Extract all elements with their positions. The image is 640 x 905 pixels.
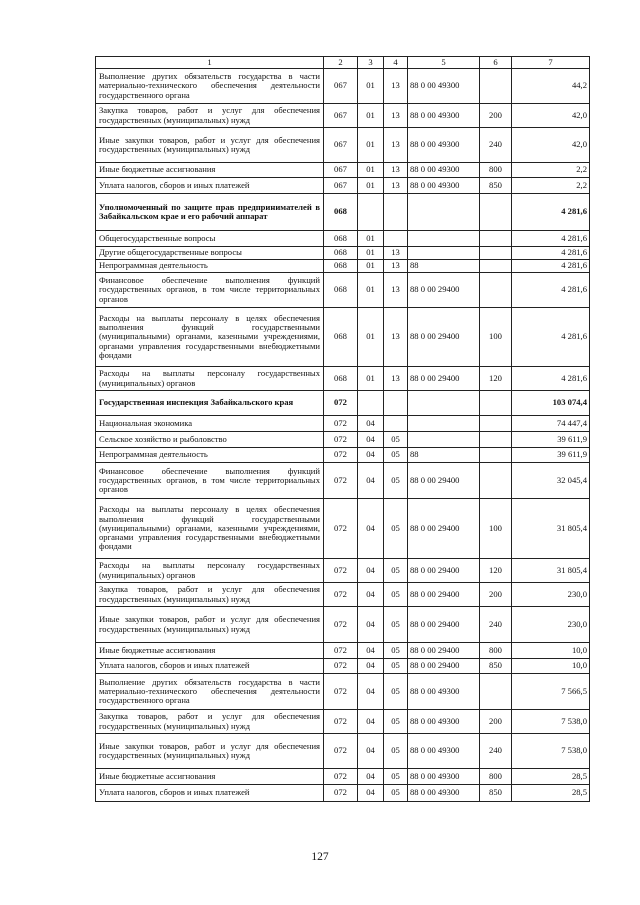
cell-gr: 072 — [324, 643, 358, 659]
cell-vr — [480, 69, 512, 104]
budget-table — [95, 56, 590, 802]
cell-csr: 88 0 00 29400 — [408, 463, 480, 499]
cell-rz: 01 — [358, 367, 384, 391]
cell-pr: 13 — [384, 367, 408, 391]
cell-vr — [480, 416, 512, 432]
cell-sum: 31 805,4 — [512, 559, 590, 583]
cell-sum: 44,2 — [512, 69, 590, 104]
cell-rz: 04 — [358, 583, 384, 607]
cell-csr: 88 0 00 29400 — [408, 367, 480, 391]
cell-pr: 13 — [384, 273, 408, 308]
cell-gr: 067 — [324, 178, 358, 194]
cell-vr — [480, 432, 512, 448]
cell-name: Иные бюджетные ассигнования — [96, 769, 324, 785]
cell-pr: 13 — [384, 163, 408, 178]
cell-gr: 072 — [324, 710, 358, 734]
cell-sum: 2,2 — [512, 178, 590, 194]
table-row — [96, 231, 590, 247]
cell-pr: 05 — [384, 674, 408, 710]
table-row — [96, 710, 590, 734]
cell-pr: 05 — [384, 785, 408, 802]
cell-gr: 072 — [324, 734, 358, 769]
table-row — [96, 391, 590, 416]
cell-gr: 068 — [324, 273, 358, 308]
cell-gr: 072 — [324, 659, 358, 674]
cell-csr: 88 0 00 29400 — [408, 659, 480, 674]
cell-csr: 88 0 00 49300 — [408, 674, 480, 710]
table-row — [96, 194, 590, 231]
cell-csr — [408, 194, 480, 231]
cell-name: Закупка товаров, работ и услуг для обеспечения государственных (муниципальных) нужд — [96, 710, 324, 734]
cell-rz: 04 — [358, 499, 384, 559]
cell-vr — [480, 448, 512, 463]
cell-sum: 2,2 — [512, 163, 590, 178]
cell-csr — [408, 247, 480, 260]
cell-pr: 13 — [384, 104, 408, 128]
cell-gr: 067 — [324, 69, 358, 104]
cell-gr: 072 — [324, 607, 358, 643]
cell-gr: 072 — [324, 559, 358, 583]
cell-pr: 13 — [384, 247, 408, 260]
header-col-3: 3 — [358, 57, 384, 69]
cell-gr: 068 — [324, 260, 358, 273]
cell-gr: 072 — [324, 416, 358, 432]
cell-vr: 200 — [480, 104, 512, 128]
table-row — [96, 432, 590, 448]
cell-csr: 88 — [408, 260, 480, 273]
cell-sum: 28,5 — [512, 785, 590, 802]
table-row — [96, 499, 590, 559]
cell-pr: 13 — [384, 178, 408, 194]
table-row — [96, 559, 590, 583]
cell-gr: 068 — [324, 194, 358, 231]
cell-rz: 04 — [358, 559, 384, 583]
cell-csr — [408, 231, 480, 247]
cell-sum: 4 281,6 — [512, 231, 590, 247]
cell-rz: 01 — [358, 104, 384, 128]
header-col-2: 2 — [324, 57, 358, 69]
cell-gr: 067 — [324, 128, 358, 163]
cell-csr — [408, 432, 480, 448]
cell-name: Иные бюджетные ассигнования — [96, 163, 324, 178]
cell-csr: 88 0 00 29400 — [408, 499, 480, 559]
cell-sum: 230,0 — [512, 583, 590, 607]
cell-rz: 01 — [358, 178, 384, 194]
cell-gr: 068 — [324, 308, 358, 367]
cell-csr: 88 0 00 29400 — [408, 643, 480, 659]
cell-gr: 072 — [324, 583, 358, 607]
cell-rz: 04 — [358, 710, 384, 734]
cell-rz: 01 — [358, 273, 384, 308]
cell-vr: 240 — [480, 734, 512, 769]
cell-rz — [358, 194, 384, 231]
cell-sum: 7 538,0 — [512, 710, 590, 734]
cell-name: Финансовое обеспечение выполнения функций государственных органов, в том числе территориальных органов — [96, 463, 324, 499]
cell-vr: 850 — [480, 659, 512, 674]
cell-sum: 103 074,4 — [512, 391, 590, 416]
table-row — [96, 734, 590, 769]
cell-vr — [480, 273, 512, 308]
cell-sum: 10,0 — [512, 659, 590, 674]
cell-csr: 88 0 00 49300 — [408, 710, 480, 734]
cell-name: Закупка товаров, работ и услуг для обеспечения государственных (муниципальных) нужд — [96, 583, 324, 607]
page-number: 127 — [311, 851, 329, 863]
cell-sum: 4 281,6 — [512, 273, 590, 308]
cell-name: Уплата налогов, сборов и иных платежей — [96, 178, 324, 194]
cell-sum: 39 611,9 — [512, 432, 590, 448]
cell-pr — [384, 416, 408, 432]
cell-rz: 04 — [358, 463, 384, 499]
cell-sum: 4 281,6 — [512, 247, 590, 260]
cell-rz: 04 — [358, 607, 384, 643]
cell-csr — [408, 416, 480, 432]
cell-sum: 31 805,4 — [512, 499, 590, 559]
cell-pr: 13 — [384, 69, 408, 104]
cell-sum: 10,0 — [512, 643, 590, 659]
cell-gr: 068 — [324, 231, 358, 247]
cell-name: Иные закупки товаров, работ и услуг для обеспечения государственных (муниципальных) нужд — [96, 607, 324, 643]
header-col-4: 4 — [384, 57, 408, 69]
cell-rz: 04 — [358, 643, 384, 659]
cell-csr: 88 0 00 49300 — [408, 734, 480, 769]
cell-pr — [384, 194, 408, 231]
cell-name: Уполномоченный по защите прав предпринимателей в Забайкальском крае и его рабочий аппарат — [96, 194, 324, 231]
table-row — [96, 247, 590, 260]
cell-rz: 04 — [358, 769, 384, 785]
cell-name: Иные закупки товаров, работ и услуг для обеспечения государственных (муниципальных) нужд — [96, 734, 324, 769]
cell-csr: 88 0 00 49300 — [408, 128, 480, 163]
cell-name: Другие общегосударственные вопросы — [96, 247, 324, 260]
cell-csr: 88 0 00 49300 — [408, 769, 480, 785]
cell-rz: 04 — [358, 416, 384, 432]
cell-name: Расходы на выплаты персоналу государственных (муниципальных) органов — [96, 367, 324, 391]
cell-vr: 850 — [480, 178, 512, 194]
cell-name: Расходы на выплаты персоналу в целях обеспечения выполнения функций государственными (муниципальными) органами, казенными учреждениями, органами управления государственными внебюджетными фондами — [96, 308, 324, 367]
cell-csr: 88 — [408, 448, 480, 463]
cell-rz: 01 — [358, 128, 384, 163]
cell-pr: 05 — [384, 659, 408, 674]
cell-pr: 05 — [384, 559, 408, 583]
cell-pr — [384, 391, 408, 416]
cell-gr: 068 — [324, 247, 358, 260]
cell-sum: 7 566,5 — [512, 674, 590, 710]
cell-gr: 067 — [324, 163, 358, 178]
cell-sum: 230,0 — [512, 607, 590, 643]
cell-vr — [480, 194, 512, 231]
cell-pr: 13 — [384, 260, 408, 273]
cell-name: Общегосударственные вопросы — [96, 231, 324, 247]
cell-sum: 4 281,6 — [512, 367, 590, 391]
cell-gr: 072 — [324, 785, 358, 802]
cell-csr — [408, 391, 480, 416]
cell-name: Иные бюджетные ассигнования — [96, 643, 324, 659]
cell-csr: 88 0 00 29400 — [408, 583, 480, 607]
cell-pr: 05 — [384, 583, 408, 607]
cell-name: Уплата налогов, сборов и иных платежей — [96, 659, 324, 674]
cell-gr: 072 — [324, 499, 358, 559]
cell-csr: 88 0 00 29400 — [408, 559, 480, 583]
table-row — [96, 659, 590, 674]
cell-gr: 072 — [324, 463, 358, 499]
cell-name: Иные закупки товаров, работ и услуг для обеспечения государственных (муниципальных) нужд — [96, 128, 324, 163]
cell-name: Непрограммная деятельность — [96, 448, 324, 463]
cell-pr: 05 — [384, 463, 408, 499]
cell-rz: 04 — [358, 448, 384, 463]
cell-vr — [480, 231, 512, 247]
header-col-6: 6 — [480, 57, 512, 69]
cell-sum: 39 611,9 — [512, 448, 590, 463]
cell-csr: 88 0 00 29400 — [408, 273, 480, 308]
table-row — [96, 785, 590, 802]
table-row — [96, 260, 590, 273]
cell-rz: 01 — [358, 247, 384, 260]
cell-gr: 068 — [324, 367, 358, 391]
cell-pr: 05 — [384, 499, 408, 559]
cell-sum: 74 447,4 — [512, 416, 590, 432]
table-row — [96, 367, 590, 391]
cell-rz: 04 — [358, 734, 384, 769]
cell-rz: 01 — [358, 308, 384, 367]
table-row — [96, 607, 590, 643]
cell-rz: 01 — [358, 260, 384, 273]
cell-csr: 88 0 00 49300 — [408, 785, 480, 802]
cell-vr — [480, 674, 512, 710]
cell-vr: 120 — [480, 559, 512, 583]
cell-name: Финансовое обеспечение выполнения функций государственных органов, в том числе территориальных органов — [96, 273, 324, 308]
table-row — [96, 448, 590, 463]
cell-vr: 800 — [480, 643, 512, 659]
cell-pr: 05 — [384, 734, 408, 769]
cell-vr: 100 — [480, 308, 512, 367]
cell-csr: 88 0 00 49300 — [408, 69, 480, 104]
cell-sum: 28,5 — [512, 769, 590, 785]
cell-sum: 32 045,4 — [512, 463, 590, 499]
cell-rz: 01 — [358, 163, 384, 178]
cell-gr: 072 — [324, 448, 358, 463]
cell-name: Государственная инспекция Забайкальского края — [96, 391, 324, 416]
table-row — [96, 463, 590, 499]
table-row — [96, 104, 590, 128]
table-row — [96, 643, 590, 659]
cell-pr: 13 — [384, 308, 408, 367]
cell-rz: 04 — [358, 674, 384, 710]
cell-csr: 88 0 00 49300 — [408, 178, 480, 194]
cell-vr: 200 — [480, 583, 512, 607]
cell-vr: 200 — [480, 710, 512, 734]
cell-vr: 120 — [480, 367, 512, 391]
cell-pr: 13 — [384, 128, 408, 163]
table-row — [96, 583, 590, 607]
cell-vr — [480, 247, 512, 260]
cell-vr — [480, 391, 512, 416]
table-row — [96, 416, 590, 432]
cell-csr: 88 0 00 29400 — [408, 308, 480, 367]
cell-vr — [480, 260, 512, 273]
cell-rz: 04 — [358, 785, 384, 802]
cell-gr: 072 — [324, 391, 358, 416]
cell-name: Расходы на выплаты персоналу в целях обеспечения выполнения функций государственными (муниципальными) органами, казенными учреждениями, органами управления государственными внебюджетными фондами — [96, 499, 324, 559]
table-row — [96, 308, 590, 367]
cell-rz — [358, 391, 384, 416]
cell-sum: 42,0 — [512, 128, 590, 163]
cell-pr — [384, 231, 408, 247]
cell-name: Уплата налогов, сборов и иных платежей — [96, 785, 324, 802]
cell-pr: 05 — [384, 643, 408, 659]
cell-name: Сельское хозяйство и рыболовство — [96, 432, 324, 448]
cell-pr: 05 — [384, 710, 408, 734]
table-body — [96, 57, 590, 802]
table-row — [96, 178, 590, 194]
cell-gr: 072 — [324, 674, 358, 710]
cell-gr: 072 — [324, 432, 358, 448]
cell-vr: 800 — [480, 163, 512, 178]
cell-vr: 240 — [480, 607, 512, 643]
cell-vr: 850 — [480, 785, 512, 802]
table-header-row — [96, 57, 590, 69]
cell-vr — [480, 463, 512, 499]
cell-pr: 05 — [384, 448, 408, 463]
cell-name: Выполнение других обязательств государства в части материально-технического обеспечения деятельности государственного органа — [96, 674, 324, 710]
cell-vr: 800 — [480, 769, 512, 785]
cell-name: Закупка товаров, работ и услуг для обеспечения государственных (муниципальных) нужд — [96, 104, 324, 128]
cell-vr: 240 — [480, 128, 512, 163]
cell-csr: 88 0 00 29400 — [408, 607, 480, 643]
cell-sum: 42,0 — [512, 104, 590, 128]
cell-name: Расходы на выплаты персоналу государственных (муниципальных) органов — [96, 559, 324, 583]
cell-sum: 4 281,6 — [512, 260, 590, 273]
table-row — [96, 128, 590, 163]
header-col-7: 7 — [512, 57, 590, 69]
cell-pr: 05 — [384, 607, 408, 643]
cell-rz: 01 — [358, 231, 384, 247]
cell-name: Выполнение других обязательств государства в части материально-технического обеспечения деятельности государственного органа — [96, 69, 324, 104]
table-row — [96, 69, 590, 104]
table-row — [96, 769, 590, 785]
cell-name: Непрограммная деятельность — [96, 260, 324, 273]
header-col-1: 1 — [96, 57, 324, 69]
table-row — [96, 163, 590, 178]
cell-rz: 01 — [358, 69, 384, 104]
cell-rz: 04 — [358, 659, 384, 674]
header-col-5: 5 — [408, 57, 480, 69]
cell-sum: 4 281,6 — [512, 308, 590, 367]
cell-pr: 05 — [384, 432, 408, 448]
table-row — [96, 273, 590, 308]
cell-vr: 100 — [480, 499, 512, 559]
cell-sum: 4 281,6 — [512, 194, 590, 231]
cell-name: Национальная экономика — [96, 416, 324, 432]
cell-rz: 04 — [358, 432, 384, 448]
cell-pr: 05 — [384, 769, 408, 785]
cell-sum: 7 538,0 — [512, 734, 590, 769]
cell-gr: 067 — [324, 104, 358, 128]
table-row — [96, 674, 590, 710]
cell-gr: 072 — [324, 769, 358, 785]
cell-csr: 88 0 00 49300 — [408, 104, 480, 128]
cell-csr: 88 0 00 49300 — [408, 163, 480, 178]
